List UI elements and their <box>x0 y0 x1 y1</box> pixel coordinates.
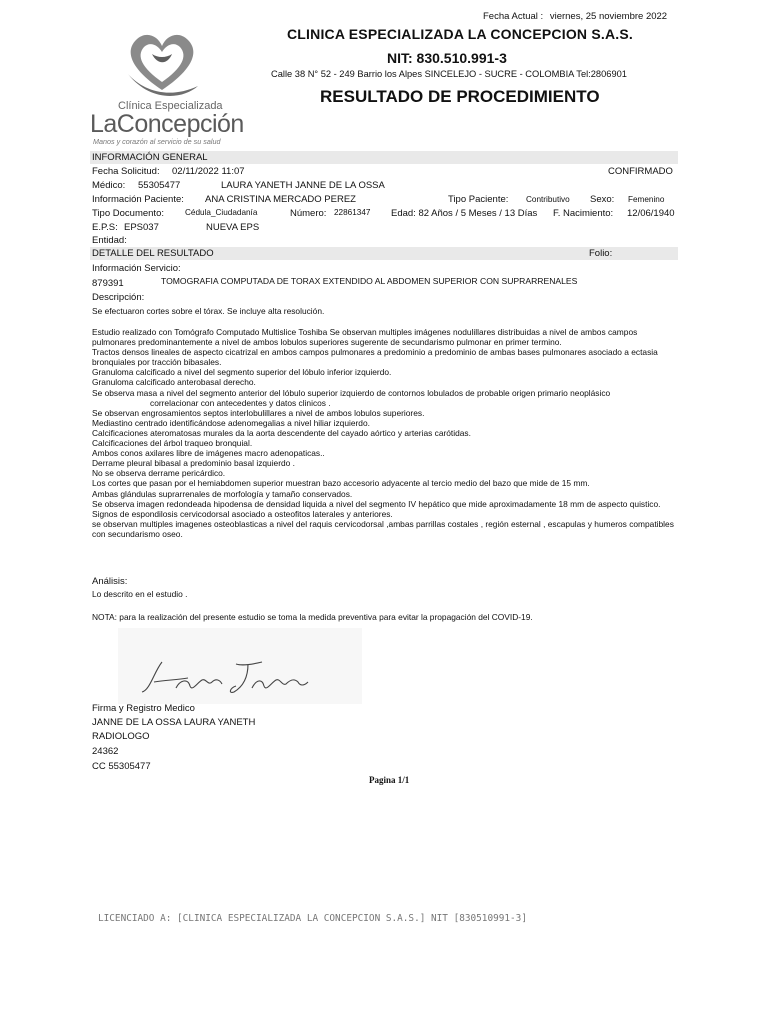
finding-paragraph: Mediastino centrado identificándose adenomegalias a nivel hiliar izquierdo. <box>92 417 370 428</box>
servicio-label: Información Servicio: <box>92 263 181 274</box>
finding-paragraph: No se observa derrame pericárdico. <box>92 468 226 479</box>
eps-name: NUEVA EPS <box>206 222 260 233</box>
medico-name: LAURA YANETH JANNE DE LA OSSA <box>221 180 385 191</box>
finding-paragraph: Calcificaciones del árbol traqueo bronquial. <box>92 438 253 449</box>
general-section-title: INFORMACIÓN GENERAL <box>92 152 208 163</box>
clinic-nit: NIT: 830.510.991-3 <box>387 50 507 66</box>
finding-paragraph: Ambas glándulas suprarrenales de morfología y tamaño conservados. <box>92 488 353 499</box>
paciente-label: Información Paciente: <box>92 194 184 205</box>
result-section-title: DETALLE DEL RESULTADO <box>92 248 214 259</box>
medico-label: Médico: <box>92 180 126 191</box>
finding-paragraph: Tractos densos lineales de aspecto cicatrizal en ambos campos pulmonares a predominio a predominio de ambas bases pulmonares asociado a ectasia bronquiales por tracción bibasales. <box>92 347 658 368</box>
finding-paragraph: Derrame pleural bibasal a predominio basal izquierdo . <box>92 458 295 469</box>
logo-line2: LaConcepción <box>90 110 244 138</box>
current-date-value: viernes, 25 noviembre 2022 <box>549 11 668 22</box>
descripcion-intro <box>92 306 678 316</box>
entidad-label: Entidad: <box>92 235 127 246</box>
handwritten-signature-icon <box>136 652 316 702</box>
signature-role: RADIOLOGO <box>92 731 150 742</box>
tipo-paciente-value: Contributivo <box>526 195 570 204</box>
analisis-value: Lo descrito en el estudio . <box>92 589 188 599</box>
signature-cc: CC 55305477 <box>92 761 151 772</box>
finding-paragraph: Granuloma calcificado a nivel del segmento superior del lóbulo inferior izquierdo. <box>92 367 392 378</box>
signature-label: Firma y Registro Medico <box>92 703 195 714</box>
page-number: Pagina 1/1 <box>369 775 410 785</box>
status-confirmado: CONFIRMADO <box>608 166 673 177</box>
clinic-address: Calle 38 N° 52 - 249 Barrio los Alpes SINCELEJO - SUCRE - COLOMBIA Tel:2806901 <box>271 69 627 79</box>
finding-paragraph: Estudio realizado con Tomógrafo Computado Multislice Toshiba Se observan multiples imágenes nodulillares distribuidas a nivel de ambos campos pulmonares predominantemente a nivel de ambos lobulos superiores sugerente de secundarismo pulmonar en primer termino. <box>92 327 638 348</box>
logo-tagline: Manos y corazón al servicio de su salud <box>93 137 221 146</box>
finding-paragraph: Se observan engrosamientos septos interlobulillares a nivel de ambos lobulos superiores. <box>92 407 425 418</box>
numero-label: Número: <box>290 208 327 219</box>
folio-label: Folio: <box>589 248 613 259</box>
paciente-name: ANA CRISTINA MERCADO PEREZ <box>205 194 356 205</box>
document-title: RESULTADO DE PROCEDIMIENTO <box>320 87 600 106</box>
finding-paragraph: se observan multiples imagenes osteoblasticas a nivel del raquis cervicodorsal ,ambas parrillas costales , región esternal , escapulas y humeros compatibles con secundarismo oseo. <box>92 518 674 539</box>
current-date-label: Fecha Actual : <box>483 11 544 22</box>
findings-block <box>92 327 678 539</box>
current-date <box>483 11 667 22</box>
tipo-paciente-label: Tipo Paciente: <box>448 194 509 205</box>
clinic-logo <box>88 30 268 150</box>
license-footer: LICENCIADO A: [CLINICA ESPECIALIZADA LA CONCEPCION S.A.S.] NIT [830510991-3] <box>98 913 527 924</box>
finding-paragraph: Los cortes que pasan por el hemiabdomen superior muestran bazo accesorio adyacente al tercio medio del bazo que mide de 15 mm. <box>92 478 590 489</box>
eps-label: E.P.S: <box>92 222 118 233</box>
heart-hands-logo-icon <box>122 30 202 102</box>
finding-paragraph: Se observa masa a nivel del segmento anterior del lóbulo superior izquierdo de contornos lobulados de probable origen primario neoplásico <box>92 387 611 398</box>
covid-note: NOTA: para la realización del presente estudio se toma la medida preventiva para evitar la propagación del COVID-19. <box>92 612 533 622</box>
finding-paragraph: Se observa imagen redondeada hipodensa de densidad liquida a nivel del segmento IV hepático que mide aproximadamente 18 mm de aspecto quistico. <box>92 498 661 509</box>
eps-code: EPS037 <box>124 222 159 233</box>
servicio-name: TOMOGRAFIA COMPUTADA DE TORAX EXTENDIDO AL ABDOMEN SUPERIOR CON SUPRARRENALES <box>161 276 578 286</box>
descripcion-label: Descripción: <box>92 292 145 303</box>
finding-paragraph: Ambos conos axilares libre de imágenes macro adenopaticas.. <box>92 448 325 459</box>
numero-value: 22861347 <box>334 208 371 217</box>
edad-value: Edad: 82 Años / 5 Meses / 13 Días <box>391 208 538 219</box>
fecha-solicitud-value: 02/11/2022 11:07 <box>172 166 245 177</box>
analisis-label: Análisis: <box>92 576 128 587</box>
nacimiento-label: F. Nacimiento: <box>553 208 614 219</box>
finding-paragraph: Calcificaciones ateromatosas murales da la aorta descendente del cayado aórtico y arterias carótidas. <box>92 427 471 438</box>
clinic-name: CLINICA ESPECIALIZADA LA CONCEPCION S.A.S. <box>287 26 633 42</box>
signature-registro: 24362 <box>92 746 119 757</box>
tipo-documento-value: Cédula_Ciudadanía <box>185 208 258 217</box>
sexo-label: Sexo: <box>590 194 615 205</box>
logo-line1: Clínica Especializada <box>118 100 223 112</box>
sexo-value: Femenino <box>628 195 665 204</box>
signature-name: JANNE DE LA OSSA LAURA YANETH <box>92 717 256 728</box>
finding-paragraph: Signos de espondilosis cervicodorsal asociado a osteofitos laterales y anteriores. <box>92 508 393 519</box>
fecha-solicitud-label: Fecha Solicitud: <box>92 166 160 177</box>
finding-paragraph: correlacionar con antecedentes y datos clinicos . <box>150 397 331 408</box>
descripcion-intro-text: Se efectuaron cortes sobre el tórax. Se incluye alta resolución. <box>92 306 325 316</box>
servicio-code: 879391 <box>92 278 124 289</box>
medico-id: 55305477 <box>138 180 181 191</box>
nacimiento-value: 12/06/1940 <box>627 208 675 219</box>
finding-paragraph: Granuloma calcificado anterobasal derecho. <box>92 377 256 388</box>
tipo-documento-label: Tipo Documento: <box>92 208 164 219</box>
